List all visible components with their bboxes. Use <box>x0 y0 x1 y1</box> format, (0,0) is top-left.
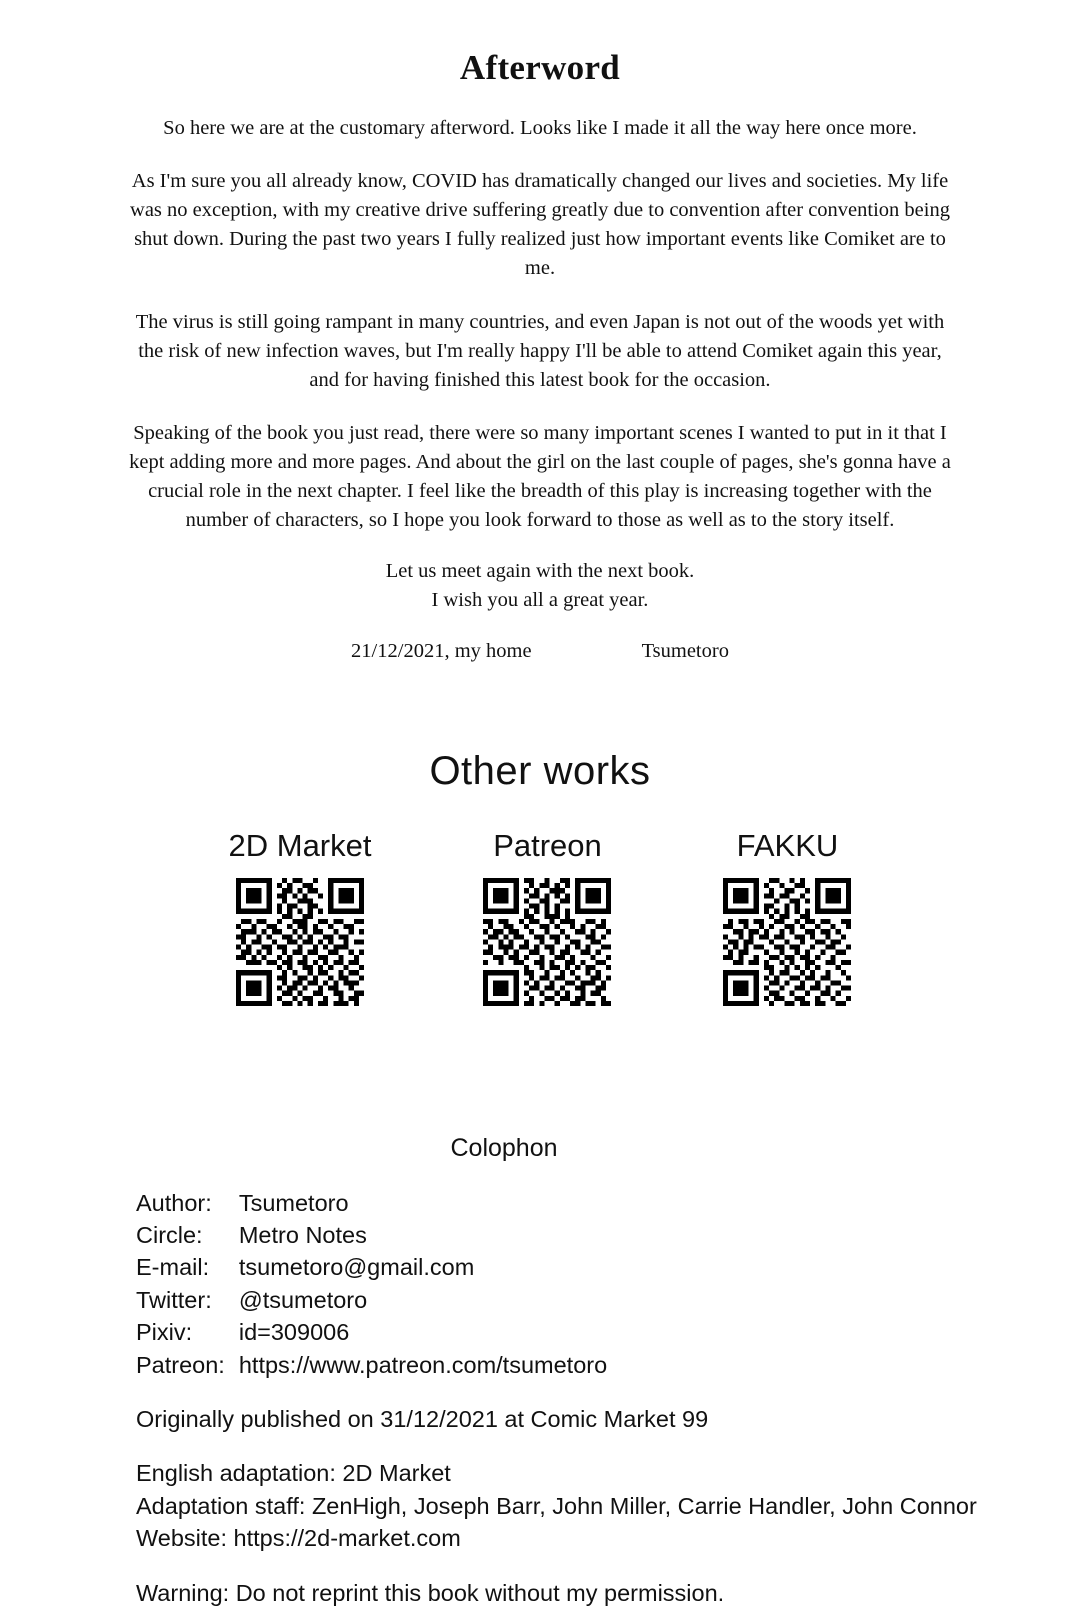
table-row <box>136 1187 607 1219</box>
other-works-heading: Other works <box>429 748 651 793</box>
english-adaptation-line: English adaptation: 2D Market <box>136 1460 451 1487</box>
other-works-label: FAKKU <box>736 827 839 863</box>
signature-name: Tsumetoro <box>641 639 729 662</box>
page-title: Afterword <box>459 48 621 87</box>
qr-code-icon[interactable] <box>236 878 364 1006</box>
table-row <box>136 1349 607 1381</box>
website-line[interactable]: Website: https://2d-market.com <box>136 1525 461 1552</box>
warning-line: Warning: Do not reprint this book without my permission. <box>136 1579 725 1606</box>
colophon-value: Tsumetoro <box>238 1189 349 1216</box>
afterword-closing-line-2: I wish you all a great year. <box>431 589 649 612</box>
afterword-paragraph: The virus is still going rampant in many countries, and even Japan is not out of the woods yet with the risk of new infection waves, but I'm really happy I'll be able to attend Comiket again this year, and for having finished this latest book for the occasion. <box>135 310 945 391</box>
afterword-body <box>125 114 955 616</box>
signature-date: 21/12/2021, my home <box>351 639 532 662</box>
colophon-key: Author: <box>136 1189 212 1216</box>
colophon-value[interactable]: https://www.patreon.com/tsumetoro <box>238 1351 608 1378</box>
table-row <box>136 1251 607 1283</box>
list-item[interactable] <box>483 828 611 1006</box>
publication-note <box>136 1403 1080 1435</box>
other-works-label: 2D Market <box>228 827 372 863</box>
colophon-value: Metro Notes <box>238 1221 367 1248</box>
qr-code-icon[interactable] <box>723 878 851 1006</box>
table-row <box>136 1284 607 1316</box>
table-row <box>136 1219 607 1251</box>
colophon-key: Patreon: <box>136 1351 225 1378</box>
published-line: Originally published on 31/12/2021 at Comic Market 99 <box>136 1406 709 1433</box>
list-item[interactable] <box>229 828 372 1006</box>
afterword-paragraph: As I'm sure you all already know, COVID has dramatically changed our lives and societies. My life was no exception, with my creative drive suffering greatly due to convention after convention being shut down. During the past two years I fully realized just how important events like Comiket are to me. <box>130 170 950 280</box>
other-works-list <box>0 828 1080 1006</box>
colophon-key: Twitter: <box>136 1286 212 1313</box>
colophon-value: id=309006 <box>238 1319 350 1346</box>
colophon-value: tsumetoro@gmail.com <box>238 1254 475 1281</box>
list-item[interactable] <box>723 828 851 1006</box>
colophon-key: Pixiv: <box>136 1319 193 1346</box>
colophon-key: E-mail: <box>136 1254 210 1281</box>
colophon-heading <box>0 1134 1080 1163</box>
afterword-closing-line-1: Let us meet again with the next book. <box>385 560 695 583</box>
table-row <box>136 1316 607 1348</box>
colophon-block <box>136 1187 1080 1609</box>
afterword-paragraph: Speaking of the book you just read, there were so many important scenes I wanted to put in it that I kept adding more and more pages. And about the girl on the last couple of pages, she's gonna have a crucial role in the next chapter. I feel like the breadth of this play is increasing together with the number of characters, so I hope you look forward to those as well as to the story itself. <box>129 421 951 532</box>
afterword-paragraph: So here we are at the customary afterword. Looks like I made it all the way here once more. <box>163 117 917 139</box>
warning-note <box>136 1577 1080 1609</box>
qr-code-icon[interactable] <box>483 878 611 1006</box>
adaptation-note <box>136 1457 1080 1554</box>
colophon-key: Circle: <box>136 1221 203 1248</box>
colophon-value: @tsumetoro <box>238 1286 368 1313</box>
colophon-table <box>136 1187 607 1382</box>
colophon-heading-text: Colophon <box>450 1133 558 1162</box>
adaptation-staff-line: Adaptation staff: ZenHigh, Joseph Barr, John Miller, Carrie Handler, John Connor <box>136 1492 977 1519</box>
other-works-label: Patreon <box>493 827 602 863</box>
signature-row <box>125 640 955 663</box>
